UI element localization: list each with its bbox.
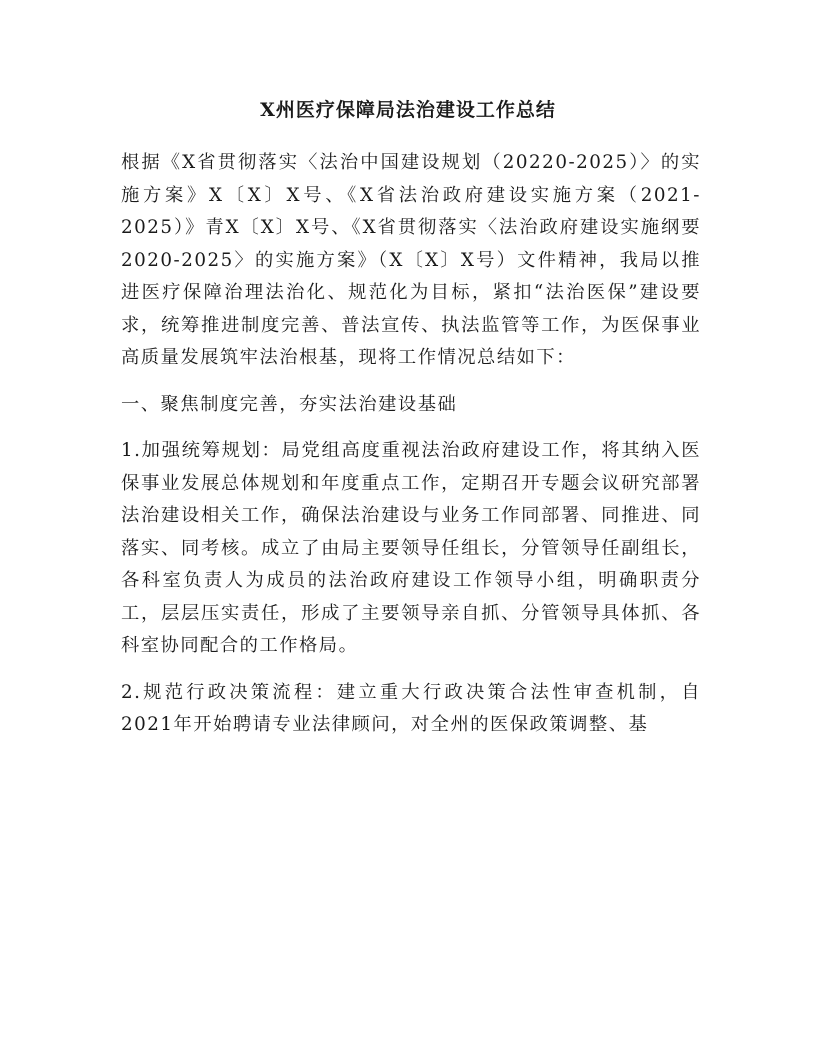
document-body	[121, 147, 701, 742]
intro-paragraph: 根据《X省贯彻落实〈法治中国建设规划（20220-2025）〉的实施方案》X〔X〕X号、《X省法治政府建设实施方案（2021-2025）》青X〔X〕X号、《X省贯彻落实〈法治政府建设实施纲要2020-2025〉的实施方案》（X〔X〕X号）文件精神，我局以推进医疗保障治理法治化、规范化为目标，紧扣“法治医保”建设要求，统筹推进制度完善、普法宣传、执法监管等工作，为医保事业高质量发展筑牢法治根基，现将工作情况总结如下：	[121, 152, 701, 368]
body-paragraph: 1.加强统筹规划：局党组高度重视法治政府建设工作，将其纳入医保事业发展总体规划和年度重点工作，定期召开专题会议研究部署法治建设相关工作，确保法治建设与业务工作同部署、同推进、同落实、同考核。成立了由局主要领导任组长，分管领导任副组长，各科室负责人为成员的法治政府建设工作领导小组，明确职责分工，层层压实责任，形成了主要领导亲自抓、分管领导具体抓、各科室协同配合的工作格局。	[121, 440, 701, 656]
section-heading: 一、聚焦制度完善，夯实法治建设基础	[121, 393, 458, 415]
body-paragraph: 2.规范行政决策流程：建立重大行政决策合法性审查机制，自2021年开始聘请专业法律顾问，对全州的医保政策调整、基	[121, 681, 701, 735]
document-title: X州医疗保障局法治建设工作总结	[260, 99, 556, 121]
